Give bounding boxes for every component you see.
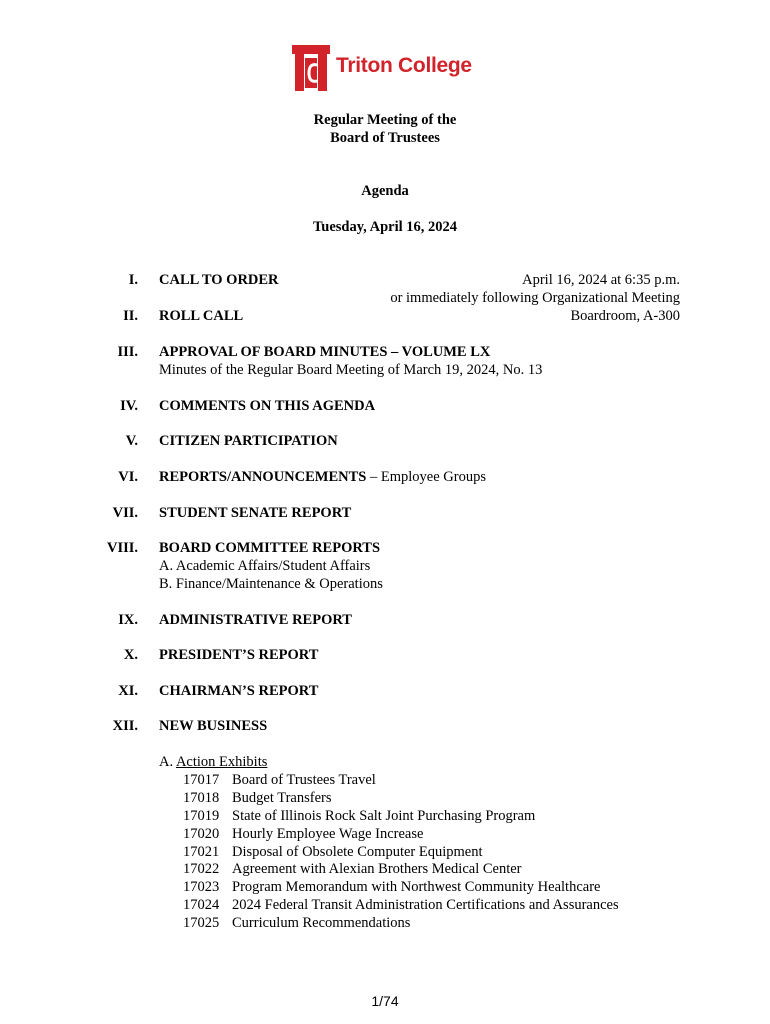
item-subtext: Minutes of the Regular Board Meeting of March 19, 2024, No. 13 — [159, 362, 543, 378]
item-title: STUDENT SENATE REPORT — [159, 505, 352, 521]
exhibit-title: Agreement with Alexian Brothers Medical Center — [232, 861, 522, 877]
item-number: VII. — [112, 505, 138, 521]
exhibit-code: 17024 — [183, 897, 220, 913]
meeting-location: Boardroom, A-300 — [570, 308, 680, 324]
exhibit-row — [183, 879, 600, 896]
exhibit-title: Program Memorandum with Northwest Community Healthcare — [232, 879, 601, 895]
exhibit-title: 2024 Federal Transit Administration Certifications and Assurances — [232, 897, 619, 913]
item-title-text: REPORTS/ANNOUNCEMENTS — [159, 469, 367, 485]
exhibit-row — [183, 790, 332, 807]
meeting-datetime: April 16, 2024 at 6:35 p.m. — [522, 272, 680, 288]
section-letter: A. — [159, 754, 174, 770]
item-title: NEW BUSINESS — [159, 718, 268, 734]
exhibit-title: Disposal of Obsolete Computer Equipment — [232, 844, 483, 860]
exhibit-row — [183, 826, 423, 843]
item-title: COMMENTS ON THIS AGENDA — [159, 398, 376, 414]
exhibit-row — [183, 844, 483, 861]
item-number: XI. — [118, 683, 138, 699]
item-number: III. — [117, 344, 138, 360]
item-title: CITIZEN PARTICIPATION — [159, 433, 338, 449]
exhibit-code: 17017 — [183, 772, 220, 788]
item-number: II. — [123, 308, 138, 324]
exhibit-title: Hourly Employee Wage Increase — [232, 826, 424, 842]
item-number: VI. — [118, 469, 138, 485]
item-title-suffix: – Employee Groups — [366, 469, 486, 485]
meeting-title-line2: Board of Trustees — [330, 130, 440, 146]
item-number: I. — [128, 272, 138, 288]
exhibit-title: Budget Transfers — [232, 790, 332, 806]
item-number: V. — [125, 433, 138, 449]
item-title: CALL TO ORDER — [159, 272, 279, 288]
meeting-note: or immediately following Organizational Meeting — [390, 290, 680, 306]
agenda-label: Agenda — [361, 183, 409, 199]
exhibit-code: 17021 — [183, 844, 220, 860]
exhibit-title: Curriculum Recommendations — [232, 915, 411, 931]
section-title: Action Exhibits — [175, 754, 268, 770]
exhibit-row — [183, 808, 535, 825]
item-title: APPROVAL OF BOARD MINUTES – VOLUME LX — [159, 344, 491, 360]
item-subtext: B. Finance/Maintenance & Operations — [159, 576, 383, 592]
college-logo — [292, 45, 477, 91]
meeting-title-line1: Regular Meeting of the — [313, 112, 457, 128]
exhibit-code: 17023 — [183, 879, 220, 895]
item-title: PRESIDENT’S REPORT — [159, 647, 319, 663]
item-number: VIII. — [106, 540, 138, 556]
tc-shield-icon — [292, 45, 330, 91]
item-title — [159, 469, 486, 486]
exhibit-code: 17022 — [183, 861, 220, 877]
exhibit-title: State of Illinois Rock Salt Joint Purchasing Program — [232, 808, 536, 824]
item-number: IX. — [118, 612, 138, 628]
logo-text: Triton College — [336, 54, 472, 77]
exhibit-title: Board of Trustees Travel — [232, 772, 376, 788]
item-title: ADMINISTRATIVE REPORT — [159, 612, 352, 628]
exhibit-row — [183, 915, 410, 932]
item-title: CHAIRMAN’S REPORT — [159, 683, 319, 699]
page-number: 1/74 — [371, 993, 399, 1009]
item-title: BOARD COMMITTEE REPORTS — [159, 540, 381, 556]
exhibit-row — [183, 897, 619, 914]
exhibit-row — [183, 861, 522, 878]
item-subtext: A. Academic Affairs/Student Affairs — [159, 558, 371, 574]
meeting-date: Tuesday, April 16, 2024 — [312, 219, 458, 235]
action-exhibits-heading — [159, 754, 267, 771]
exhibit-code: 17020 — [183, 826, 220, 842]
exhibit-row — [183, 772, 376, 789]
exhibit-code: 17025 — [183, 915, 220, 931]
item-title: ROLL CALL — [159, 308, 244, 324]
item-number: IV. — [120, 398, 138, 414]
item-number: XII. — [112, 718, 138, 734]
exhibit-code: 17018 — [183, 790, 220, 806]
item-number: X. — [123, 647, 138, 663]
exhibit-code: 17019 — [183, 808, 220, 824]
